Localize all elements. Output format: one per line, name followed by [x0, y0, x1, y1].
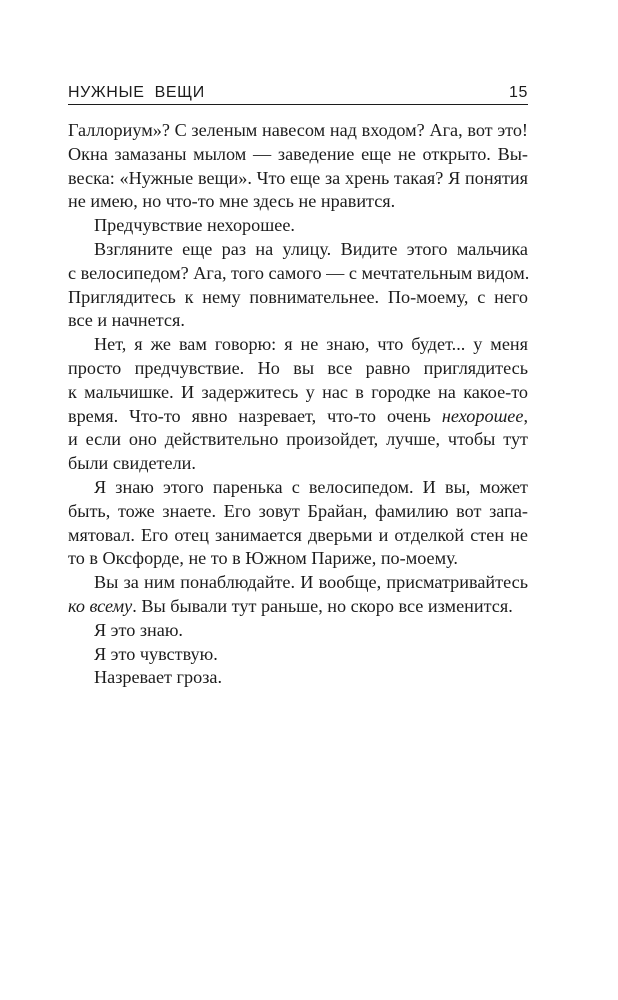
text-line: Взгляните еще раз на улицу. Видите этого мальчика	[94, 238, 528, 259]
text-segment: время. Что-то явно назревает, что-то очень	[68, 405, 442, 426]
running-title: НУЖНЫЕ ВЕЩИ	[68, 84, 205, 101]
text-line: не имею, но что-то мне здесь не нравится.	[68, 191, 396, 212]
text-line: Я это знаю.	[94, 619, 183, 640]
text-line: Предчувствие нехорошее.	[94, 215, 295, 236]
text-line: Галлориум»? С зеленым навесом над входом? Ага, вот это!	[68, 120, 528, 140]
page-number: 15	[509, 84, 528, 101]
italic-text: нехорошее	[441, 405, 524, 426]
text-line: веска: «Нужные вещи». Что еще за хрень такая? Я понятия	[68, 167, 528, 188]
text-line: мятовал. Его отец занимается дверьми и отделкой стен не	[68, 524, 528, 545]
text-line	[68, 405, 528, 429]
text-line: Я знаю этого паренька с велосипедом. И вы, может	[94, 476, 528, 497]
text-line: были свидетели.	[68, 453, 196, 474]
italic-text: ко всему	[68, 595, 133, 616]
text-line: Я это чувствую.	[94, 643, 218, 664]
text-line: то в Оксфорде, не то в Южном Париже, по-моему.	[68, 548, 458, 569]
text-line: с велосипедом? Ага, того самого — с мечтательным видом.	[68, 262, 530, 283]
text-line: Назревает гроза.	[94, 667, 222, 688]
text-line	[68, 595, 528, 619]
text-line: Окна замазаны мылом — заведение еще не открыто. Вы-	[68, 143, 528, 164]
text-line: к мальчишке. И задержитесь у нас в городке на какое-то	[68, 381, 528, 402]
text-line: Приглядитесь к нему повнимательнее. По-моему, с него	[68, 286, 528, 307]
text-segment: . Вы бывали тут раньше, но скоро все изменится.	[132, 595, 513, 616]
text-line: все и начнется.	[68, 310, 185, 331]
text-line: Нет, я же вам говорю: я не знаю, что будет... у меня	[94, 334, 528, 355]
text-line: быть, тоже знаете. Его зовут Брайан, фамилию вот запа-	[68, 500, 528, 521]
body-text	[68, 119, 528, 690]
text-line: и если оно действительно произойдет, лучше, чтобы тут	[68, 429, 528, 450]
text-line: Вы за ним понаблюдайте. И вообще, присматривайтесь	[94, 572, 528, 593]
text-segment: ,	[523, 405, 528, 426]
text-line: просто предчувствие. Но вы все равно приглядитесь	[68, 357, 528, 378]
header-rule	[68, 104, 528, 105]
